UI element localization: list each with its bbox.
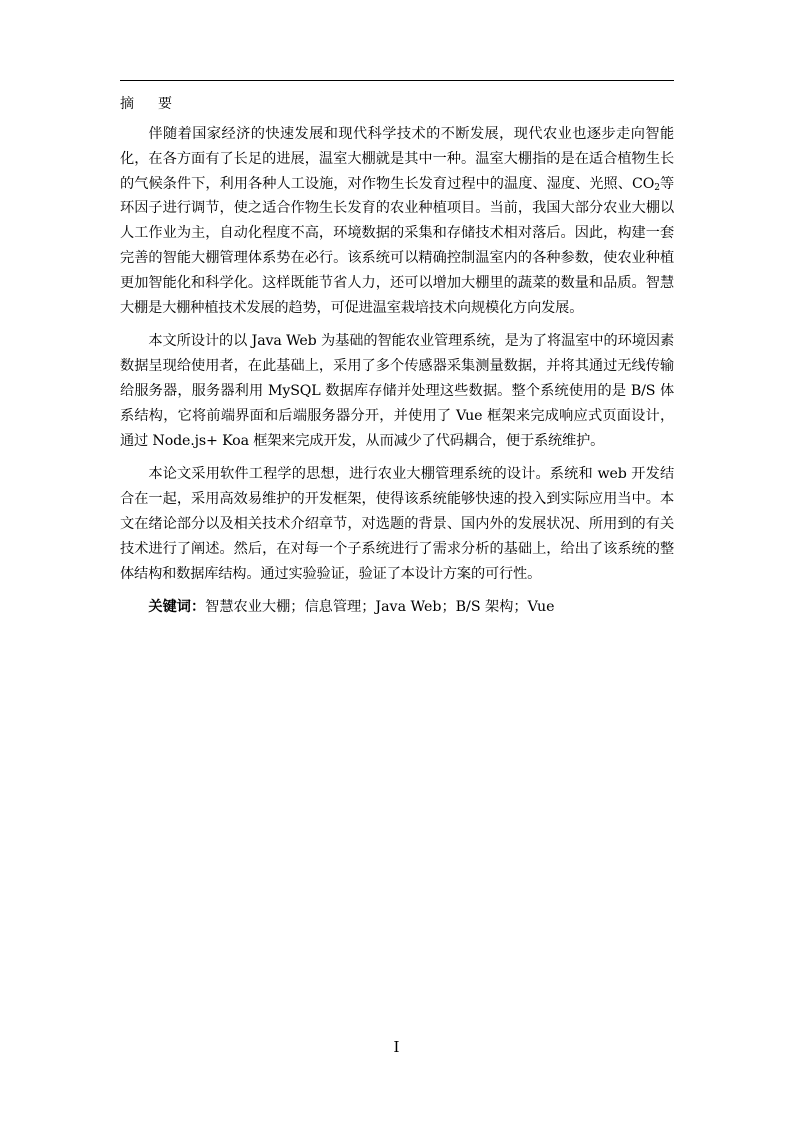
abstract-body xyxy=(120,122,674,620)
abstract-heading-char-1: 摘 xyxy=(120,96,134,112)
header-rule xyxy=(120,80,674,81)
page-number: I xyxy=(393,1038,400,1056)
abstract-paragraph-1-part-1: 伴随着国家经济的快速发展和现代科学技术的不断发展，现代农业也逐步走向智能化，在各方面有了长足的进展，温室大棚就是其中一种。温室大棚指的是在适合植物生长的气候条件下，利用各种人工设施，对作物生长发育过程中的温度、湿度、光照、CO xyxy=(120,126,674,192)
keywords-line xyxy=(120,595,674,620)
keywords-text: 智慧农业大棚；信息管理；Java Web；B/S 架构；Vue xyxy=(205,599,555,616)
abstract-heading-char-2: 要 xyxy=(158,96,172,112)
abstract-paragraph-3: 本论文采用软件工程学的思想，进行农业大棚管理系统的设计。系统和 web 开发结合在一起，采用高效易维护的开发框架，使得该系统能够快速的投入到实际应用当中。本文在绪论部分以及相关技术介绍章节，对选题的背景、国内外的发展状况、所用到的有关技术进行了阐述。然后，在对每一个子系统进行了需求分析的基础上，给出了该系统的整体结构和数据库结构。通过实验验证，验证了本设计方案的可行性。 xyxy=(120,466,674,582)
co2-subscript: 2 xyxy=(654,182,660,193)
abstract-paragraph-1 xyxy=(120,122,674,320)
keywords-label: 关键词： xyxy=(148,599,206,616)
abstract-paragraph-1-part-2: 等环因子进行调节，使之适合作物生长发育的农业种植项目。当前，我国大部分农业大棚以人工作业为主，自动化程度不高，环境数据的采集和存储技术相对落后。因此，构建一套完善的智能大棚管理体系势在必行。该系统可以精确控制温室内的各种参数，使农业种植更加智能化和科学化。这样既能节省人力，还可以增加大棚里的蔬菜的数量和品质。智慧大棚是大棚种植技术发展的趋势，可促进温室栽培技术向规模化方向发展。 xyxy=(120,175,674,316)
abstract-paragraph-2: 本文所设计的以 Java Web 为基础的智能农业管理系统，是为了将温室中的环境因素数据呈现给使用者，在此基础上，采用了多个传感器采集测量数据，并将其通过无线传输给服务器，服务器利用 MySQL 数据库存储并处理这些数据。整个系统使用的是 B/S 体系结构，它将前端界面和后端服务器分开，并使用了 Vue 框架来完成响应式页面设计，通过 Node.js+ Koa 框架来完成开发，从而减少了代码耦合，便于系统维护。 xyxy=(120,333,674,449)
abstract-heading xyxy=(120,94,172,114)
